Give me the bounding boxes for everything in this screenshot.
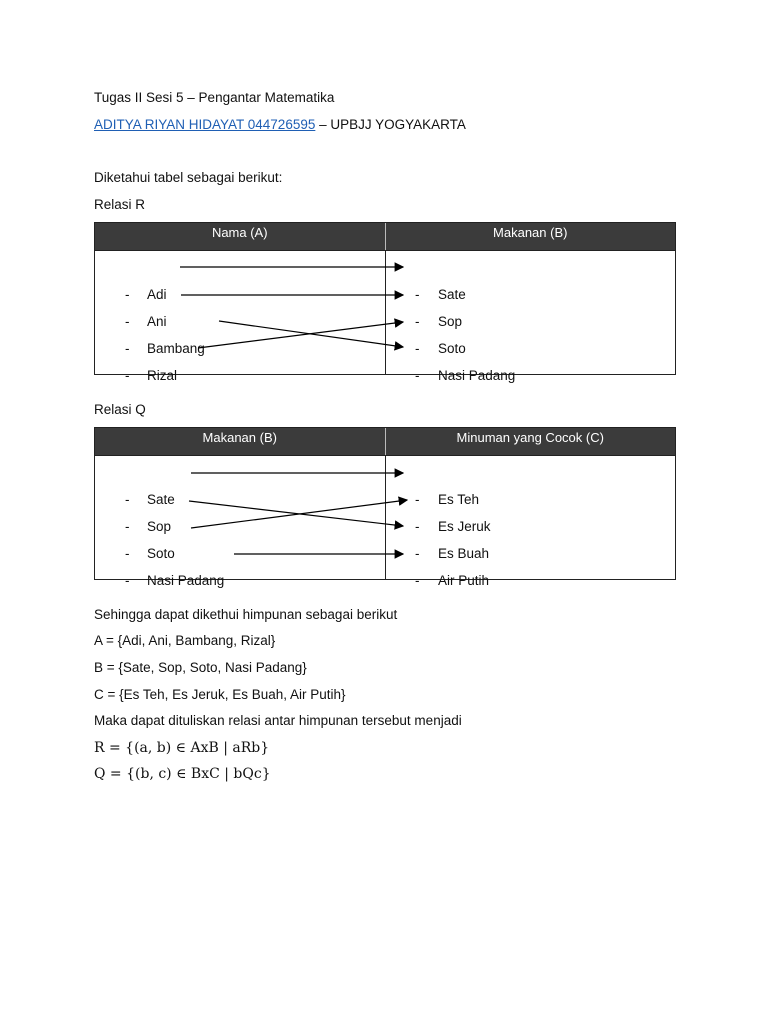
list-bullet: - bbox=[125, 287, 130, 302]
formula-r: R = {(a, b) ∈ AxB | aRb} bbox=[94, 740, 270, 756]
arrow-rizal-soto bbox=[198, 322, 403, 348]
conclusion-text: Maka dapat dituliskan relasi antar himpunan tersebut menjadi bbox=[94, 713, 462, 728]
relasi-q-header bbox=[95, 428, 675, 456]
relasi-q-head-right: Minuman yang Cocok (C) bbox=[456, 430, 604, 445]
q-left-item: Soto bbox=[147, 546, 175, 561]
arrow-soto-es-jeruk bbox=[191, 500, 407, 528]
q-left-item: Sate bbox=[147, 492, 175, 507]
r-left-item: Ani bbox=[147, 314, 167, 329]
list-bullet: - bbox=[125, 368, 130, 383]
q-right-item: Es Teh bbox=[438, 492, 480, 507]
q-right-item: Es Jeruk bbox=[438, 519, 491, 534]
q-left-item: Nasi Padang bbox=[147, 573, 225, 588]
author-link[interactable]: ADITYA RIYAN HIDAYAT 044726595 bbox=[94, 117, 316, 132]
relasi-r-arrows bbox=[95, 251, 675, 374]
set-c: C = {Es Teh, Es Jeruk, Es Buah, Air Putih} bbox=[94, 687, 346, 702]
r-right-item: Nasi Padang bbox=[438, 368, 516, 383]
relasi-q-label: Relasi Q bbox=[94, 402, 146, 417]
list-bullet: - bbox=[125, 573, 130, 588]
relasi-q-arrows bbox=[95, 456, 675, 579]
relasi-r-header bbox=[95, 223, 675, 251]
list-bullet: - bbox=[415, 287, 420, 302]
list-bullet: - bbox=[415, 341, 420, 356]
list-bullet: - bbox=[125, 314, 130, 329]
r-left-item: Adi bbox=[147, 287, 167, 302]
relasi-r-table bbox=[94, 222, 676, 383]
author-line bbox=[94, 117, 466, 132]
r-right-item: Sate bbox=[438, 287, 466, 302]
relasi-q-table bbox=[94, 427, 676, 588]
list-bullet: - bbox=[125, 519, 130, 534]
formula-q: Q = {(b, c) ∈ BxC | bQc} bbox=[94, 766, 271, 782]
list-bullet: - bbox=[125, 546, 130, 561]
list-bullet: - bbox=[415, 519, 420, 534]
author-suffix: – UPBJJ YOGYAKARTA bbox=[315, 117, 466, 132]
q-left-item: Sop bbox=[147, 519, 172, 534]
r-left-item: Bambang bbox=[147, 341, 205, 356]
list-bullet: - bbox=[415, 573, 420, 588]
sets-intro: Sehingga dapat dikethui himpunan sebagai berikut bbox=[94, 607, 398, 622]
set-b: B = {Sate, Sop, Soto, Nasi Padang} bbox=[94, 660, 307, 675]
intro-text: Diketahui tabel sebagai berikut: bbox=[94, 170, 283, 185]
list-bullet: - bbox=[415, 546, 420, 561]
list-bullet: - bbox=[125, 341, 130, 356]
relasi-q-head-left: Makanan (B) bbox=[95, 428, 386, 455]
r-left-item: Rizal bbox=[147, 368, 178, 383]
document-title: Tugas II Sesi 5 – Pengantar Matematika bbox=[94, 90, 335, 105]
relasi-r-label: Relasi R bbox=[94, 197, 146, 212]
list-bullet: - bbox=[415, 492, 420, 507]
relasi-r-head-right: Makanan (B) bbox=[493, 225, 568, 240]
q-right-item: Es Buah bbox=[438, 546, 490, 561]
list-bullet: - bbox=[125, 492, 130, 507]
list-bullet: - bbox=[415, 314, 420, 329]
relasi-q-body bbox=[95, 456, 675, 588]
r-right-item: Sop bbox=[438, 314, 463, 329]
relasi-r-body bbox=[95, 251, 675, 383]
relasi-r-head-left: Nama (A) bbox=[95, 223, 386, 250]
r-right-item: Soto bbox=[438, 341, 466, 356]
q-right-item: Air Putih bbox=[438, 573, 490, 588]
list-bullet: - bbox=[415, 368, 420, 383]
set-a: A = {Adi, Ani, Bambang, Rizal} bbox=[94, 633, 276, 648]
